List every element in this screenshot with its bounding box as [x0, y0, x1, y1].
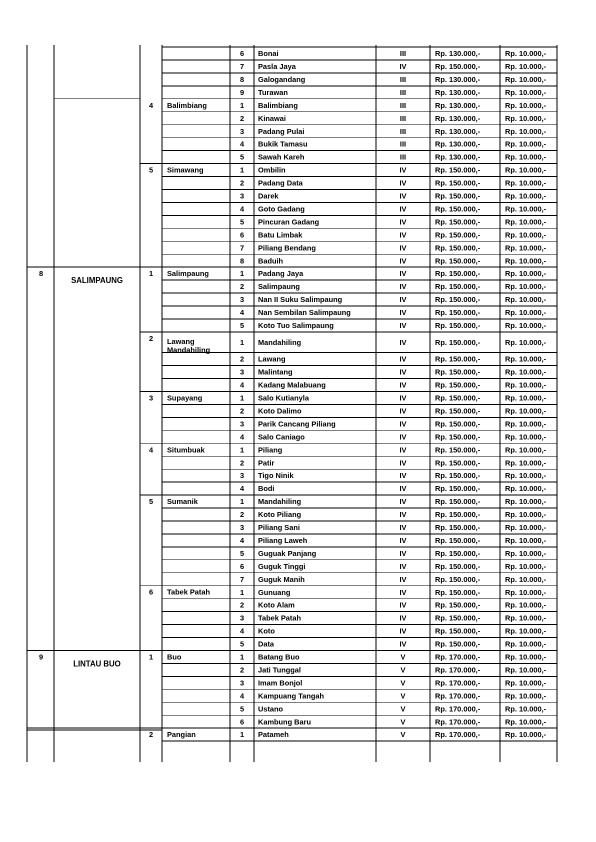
- jorong-name: Lawang: [258, 354, 286, 364]
- class-cell: III: [399, 100, 407, 110]
- class-cell: IV: [399, 587, 407, 597]
- jorong-name: Piliang: [258, 445, 283, 455]
- jorong-name: Padang Data: [258, 178, 303, 188]
- fee-cell: Rp. 10.000,-: [505, 600, 547, 610]
- price-cell: Rp. 150.000,-: [435, 367, 481, 377]
- jorong-number: 3: [239, 613, 245, 623]
- jorong-number: 2: [239, 282, 245, 292]
- price-cell: Rp. 150.000,-: [435, 217, 481, 227]
- nagari-number: 4: [148, 100, 154, 110]
- jorong-number: 3: [239, 523, 245, 533]
- fee-cell: Rp. 10.000,-: [505, 678, 547, 688]
- price-cell: Rp. 150.000,-: [435, 497, 481, 507]
- jorong-number: 3: [239, 126, 245, 136]
- price-cell: Rp. 170.000,-: [435, 665, 481, 675]
- jorong-name: Nan II Suku Salimpaung: [258, 295, 343, 305]
- jorong-name: Guguk Manih: [258, 574, 305, 584]
- class-cell: IV: [399, 256, 407, 266]
- jorong-name: Kambung Baru: [258, 717, 311, 727]
- jorong-name: Batang Buo: [258, 652, 300, 662]
- kecamatan-number: 9: [38, 652, 44, 662]
- fee-cell: Rp. 10.000,-: [505, 587, 547, 597]
- class-cell: IV: [399, 548, 407, 558]
- jorong-name: Parik Cancang Piliang: [258, 419, 336, 429]
- price-cell: Rp. 150.000,-: [435, 165, 481, 175]
- price-cell: Rp. 170.000,-: [435, 652, 481, 662]
- price-cell: Rp. 150.000,-: [435, 510, 481, 520]
- class-cell: III: [399, 49, 407, 59]
- jorong-number: 8: [239, 256, 245, 266]
- jorong-name: Kadang Malabuang: [258, 380, 326, 390]
- jorong-name: Koto Tuo Salimpaung: [258, 321, 334, 331]
- price-cell: Rp. 130.000,-: [435, 87, 481, 97]
- price-cell: Rp. 150.000,-: [435, 432, 481, 442]
- price-cell: Rp. 150.000,-: [435, 639, 481, 649]
- class-cell: V: [400, 704, 406, 714]
- jorong-name: Balimbiang: [258, 100, 298, 110]
- price-cell: Rp. 130.000,-: [435, 74, 481, 84]
- fee-cell: Rp. 10.000,-: [505, 548, 547, 558]
- jorong-name: Koto Piliang: [258, 510, 302, 520]
- class-cell: IV: [399, 419, 407, 429]
- jorong-number: 3: [239, 295, 245, 305]
- jorong-number: 1: [239, 730, 245, 740]
- jorong-number: 1: [239, 165, 245, 175]
- fee-cell: Rp. 10.000,-: [505, 204, 547, 214]
- jorong-name: Baduih: [258, 256, 284, 266]
- price-cell: Rp. 150.000,-: [435, 419, 481, 429]
- fee-cell: Rp. 10.000,-: [505, 256, 547, 266]
- jorong-number: 2: [239, 665, 245, 675]
- price-cell: Rp. 150.000,-: [435, 458, 481, 468]
- jorong-number: 1: [239, 269, 245, 279]
- kecamatan-name: LINTAU BUO: [73, 659, 121, 669]
- class-cell: IV: [399, 445, 407, 455]
- nagari-name: Simawang: [167, 165, 204, 175]
- jorong-name: Bonai: [258, 49, 279, 59]
- nagari-name: Balimbiang: [167, 100, 207, 110]
- fee-cell: Rp. 10.000,-: [505, 230, 547, 240]
- fee-cell: Rp. 10.000,-: [505, 484, 547, 494]
- jorong-number: 4: [239, 626, 245, 636]
- price-cell: Rp. 130.000,-: [435, 113, 481, 123]
- fee-cell: Rp. 10.000,-: [505, 717, 547, 727]
- jorong-name: Salo Caniago: [258, 432, 305, 442]
- jorong-number: 2: [239, 600, 245, 610]
- jorong-name: Darek: [258, 191, 279, 201]
- nagari-number: 5: [148, 497, 154, 507]
- class-cell: IV: [399, 471, 407, 481]
- fee-cell: Rp. 10.000,-: [505, 126, 547, 136]
- fee-cell: Rp. 10.000,-: [505, 458, 547, 468]
- jorong-number: 2: [239, 510, 245, 520]
- class-cell: IV: [399, 613, 407, 623]
- nagari-name: Pangian: [167, 730, 196, 740]
- fee-cell: Rp. 10.000,-: [505, 62, 547, 72]
- nagari-number: 2: [148, 730, 154, 740]
- class-cell: IV: [399, 639, 407, 649]
- class-cell: III: [399, 74, 407, 84]
- class-cell: IV: [399, 178, 407, 188]
- nagari-name: Sumanik: [167, 497, 198, 507]
- fee-cell: Rp. 10.000,-: [505, 269, 547, 279]
- nagari-name: Buo: [167, 652, 182, 662]
- nagari-number: 2: [148, 333, 154, 343]
- jorong-number: 3: [239, 191, 245, 201]
- jorong-name: Patir: [258, 458, 275, 468]
- jorong-number: 5: [239, 704, 245, 714]
- jorong-name: Imam Bonjol: [258, 678, 303, 688]
- price-cell: Rp. 150.000,-: [435, 445, 481, 455]
- price-cell: Rp. 150.000,-: [435, 523, 481, 533]
- fee-cell: Rp. 10.000,-: [505, 639, 547, 649]
- jorong-name: Goto Gadang: [258, 204, 305, 214]
- jorong-number: 4: [239, 308, 245, 318]
- price-cell: Rp. 170.000,-: [435, 730, 481, 740]
- jorong-name: Jati Tunggal: [258, 665, 301, 675]
- fee-cell: Rp. 10.000,-: [505, 337, 547, 347]
- price-cell: Rp. 150.000,-: [435, 574, 481, 584]
- price-cell: Rp. 150.000,-: [435, 308, 481, 318]
- fee-cell: Rp. 10.000,-: [505, 74, 547, 84]
- price-cell: Rp. 150.000,-: [435, 406, 481, 416]
- jorong-name: Koto Alam: [258, 600, 295, 610]
- fee-cell: Rp. 10.000,-: [505, 295, 547, 305]
- class-cell: IV: [399, 626, 407, 636]
- jorong-number: 1: [239, 100, 245, 110]
- jorong-number: 1: [239, 652, 245, 662]
- jorong-number: 4: [239, 484, 245, 494]
- price-cell: Rp. 150.000,-: [435, 62, 481, 72]
- jorong-name: Mandahiling: [258, 337, 302, 347]
- price-cell: Rp. 150.000,-: [435, 337, 481, 347]
- jorong-number: 2: [239, 113, 245, 123]
- price-cell: Rp. 130.000,-: [435, 139, 481, 149]
- fee-cell: Rp. 10.000,-: [505, 152, 547, 162]
- price-cell: Rp. 150.000,-: [435, 243, 481, 253]
- class-cell: IV: [399, 380, 407, 390]
- jorong-number: 3: [239, 367, 245, 377]
- nagari-name: Tabek Patah: [167, 587, 210, 597]
- fee-cell: Rp. 10.000,-: [505, 217, 547, 227]
- class-cell: III: [399, 152, 407, 162]
- price-cell: Rp. 150.000,-: [435, 178, 481, 188]
- class-cell: IV: [399, 165, 407, 175]
- class-cell: III: [399, 87, 407, 97]
- fee-cell: Rp. 10.000,-: [505, 510, 547, 520]
- fee-cell: Rp. 10.000,-: [505, 665, 547, 675]
- jorong-name: Data: [258, 639, 275, 649]
- class-cell: IV: [399, 191, 407, 201]
- fee-cell: Rp. 10.000,-: [505, 87, 547, 97]
- price-cell: Rp. 170.000,-: [435, 691, 481, 701]
- fee-cell: Rp. 10.000,-: [505, 49, 547, 59]
- fee-cell: Rp. 10.000,-: [505, 561, 547, 571]
- jorong-number: 1: [239, 337, 245, 347]
- jorong-name: Bukik Tamasu: [258, 139, 308, 149]
- price-cell: Rp. 170.000,-: [435, 704, 481, 714]
- jorong-name: Salo Kutianyla: [258, 393, 309, 403]
- class-cell: IV: [399, 337, 407, 347]
- jorong-number: 6: [239, 717, 245, 727]
- class-cell: III: [399, 126, 407, 136]
- jorong-number: 4: [239, 380, 245, 390]
- jorong-name: Koto: [258, 626, 275, 636]
- nagari-number: 1: [148, 652, 154, 662]
- price-cell: Rp. 150.000,-: [435, 587, 481, 597]
- fee-cell: Rp. 10.000,-: [505, 691, 547, 701]
- price-cell: Rp. 130.000,-: [435, 100, 481, 110]
- jorong-number: 7: [239, 62, 245, 72]
- class-cell: IV: [399, 269, 407, 279]
- jorong-number: 8: [239, 74, 245, 84]
- jorong-number: 2: [239, 178, 245, 188]
- class-cell: IV: [399, 458, 407, 468]
- class-cell: IV: [399, 243, 407, 253]
- class-cell: IV: [399, 406, 407, 416]
- jorong-number: 7: [239, 574, 245, 584]
- jorong-name: Sawah Kareh: [258, 152, 305, 162]
- fee-cell: Rp. 10.000,-: [505, 165, 547, 175]
- price-cell: Rp. 150.000,-: [435, 269, 481, 279]
- price-cell: Rp. 150.000,-: [435, 613, 481, 623]
- jorong-number: 5: [239, 321, 245, 331]
- fee-cell: Rp. 10.000,-: [505, 432, 547, 442]
- jorong-number: 7: [239, 243, 245, 253]
- class-cell: IV: [399, 354, 407, 364]
- class-cell: IV: [399, 295, 407, 305]
- nagari-name: Supayang: [167, 393, 203, 403]
- price-cell: Rp. 150.000,-: [435, 191, 481, 201]
- jorong-number: 4: [239, 432, 245, 442]
- class-cell: IV: [399, 510, 407, 520]
- price-cell: Rp. 150.000,-: [435, 321, 481, 331]
- kecamatan-number: 8: [38, 269, 44, 279]
- fee-cell: Rp. 10.000,-: [505, 652, 547, 662]
- price-cell: Rp. 130.000,-: [435, 152, 481, 162]
- jorong-name: Padang Pulai: [258, 126, 305, 136]
- fee-cell: Rp. 10.000,-: [505, 535, 547, 545]
- fee-cell: Rp. 10.000,-: [505, 730, 547, 740]
- class-cell: IV: [399, 523, 407, 533]
- fee-cell: Rp. 10.000,-: [505, 613, 547, 623]
- nagari-number: 5: [148, 165, 154, 175]
- price-cell: Rp. 130.000,-: [435, 49, 481, 59]
- price-cell: Rp. 150.000,-: [435, 561, 481, 571]
- jorong-name: Galogandang: [258, 74, 306, 84]
- fee-cell: Rp. 10.000,-: [505, 497, 547, 507]
- jorong-name: Piliang Bendang: [258, 243, 316, 253]
- price-cell: Rp. 130.000,-: [435, 126, 481, 136]
- nagari-number: 6: [148, 587, 154, 597]
- price-cell: Rp. 150.000,-: [435, 535, 481, 545]
- jorong-name: Kinawai: [258, 113, 286, 123]
- nagari-name: Lawang Mandahiling: [167, 336, 211, 355]
- price-cell: Rp. 150.000,-: [435, 204, 481, 214]
- fee-cell: Rp. 10.000,-: [505, 282, 547, 292]
- price-cell: Rp. 150.000,-: [435, 471, 481, 481]
- jorong-name: Piliang Laweh: [258, 535, 308, 545]
- class-cell: IV: [399, 62, 407, 72]
- nagari-number: 4: [148, 445, 154, 455]
- price-cell: Rp. 150.000,-: [435, 393, 481, 403]
- price-cell: Rp. 150.000,-: [435, 380, 481, 390]
- class-cell: V: [400, 730, 406, 740]
- class-cell: IV: [399, 574, 407, 584]
- jorong-name: Ustano: [258, 704, 284, 714]
- fee-cell: Rp. 10.000,-: [505, 380, 547, 390]
- class-cell: V: [400, 665, 406, 675]
- jorong-name: Nan Sembilan Salimpaung: [258, 308, 351, 318]
- jorong-number: 1: [239, 497, 245, 507]
- jorong-number: 5: [239, 548, 245, 558]
- price-cell: Rp. 150.000,-: [435, 282, 481, 292]
- fee-cell: Rp. 10.000,-: [505, 113, 547, 123]
- class-cell: IV: [399, 321, 407, 331]
- price-cell: Rp. 170.000,-: [435, 678, 481, 688]
- jorong-name: Pincuran Gadang: [258, 217, 320, 227]
- jorong-number: 3: [239, 471, 245, 481]
- nagari-number: 3: [148, 393, 154, 403]
- jorong-number: 5: [239, 639, 245, 649]
- class-cell: III: [399, 139, 407, 149]
- jorong-number: 4: [239, 535, 245, 545]
- kecamatan-name: SALIMPAUNG: [71, 276, 123, 286]
- fee-cell: Rp. 10.000,-: [505, 393, 547, 403]
- fee-cell: Rp. 10.000,-: [505, 574, 547, 584]
- jorong-name: Patameh: [258, 730, 289, 740]
- class-cell: IV: [399, 484, 407, 494]
- jorong-number: 6: [239, 49, 245, 59]
- fee-cell: Rp. 10.000,-: [505, 178, 547, 188]
- jorong-number: 6: [239, 561, 245, 571]
- jorong-name: Salimpaung: [258, 282, 300, 292]
- jorong-number: 4: [239, 139, 245, 149]
- nagari-name: Situmbuak: [167, 445, 205, 455]
- class-cell: IV: [399, 308, 407, 318]
- jorong-number: 5: [239, 152, 245, 162]
- fee-cell: Rp. 10.000,-: [505, 191, 547, 201]
- jorong-name: Mandahiling: [258, 497, 302, 507]
- jorong-name: Kampuang Tangah: [258, 691, 324, 701]
- jorong-number: 1: [239, 393, 245, 403]
- price-cell: Rp. 150.000,-: [435, 626, 481, 636]
- fee-cell: Rp. 10.000,-: [505, 367, 547, 377]
- jorong-number: 1: [239, 445, 245, 455]
- class-cell: IV: [399, 497, 407, 507]
- jorong-name: Tigo Ninik: [258, 471, 294, 481]
- class-cell: V: [400, 691, 406, 701]
- jorong-name: Gunuang: [258, 587, 291, 597]
- class-cell: IV: [399, 561, 407, 571]
- fee-cell: Rp. 10.000,-: [505, 321, 547, 331]
- jorong-number: 6: [239, 230, 245, 240]
- fee-cell: Rp. 10.000,-: [505, 419, 547, 429]
- jorong-number: 2: [239, 406, 245, 416]
- price-cell: Rp. 150.000,-: [435, 548, 481, 558]
- class-cell: IV: [399, 393, 407, 403]
- jorong-name: Guguak Panjang: [258, 548, 317, 558]
- class-cell: IV: [399, 535, 407, 545]
- fee-cell: Rp. 10.000,-: [505, 626, 547, 636]
- jorong-number: 5: [239, 217, 245, 227]
- jorong-number: 3: [239, 678, 245, 688]
- nagari-name: Salimpaung: [167, 269, 209, 279]
- jorong-name: Malintang: [258, 367, 293, 377]
- fee-cell: Rp. 10.000,-: [505, 406, 547, 416]
- fee-cell: Rp. 10.000,-: [505, 704, 547, 714]
- fee-cell: Rp. 10.000,-: [505, 445, 547, 455]
- price-cell: Rp. 150.000,-: [435, 484, 481, 494]
- fee-cell: Rp. 10.000,-: [505, 100, 547, 110]
- jorong-name: Turawan: [258, 87, 288, 97]
- class-cell: V: [400, 717, 406, 727]
- jorong-name: Ombilin: [258, 165, 286, 175]
- jorong-name: Batu Limbak: [258, 230, 303, 240]
- jorong-number: 4: [239, 691, 245, 701]
- jorong-name: Koto Dalimo: [258, 406, 302, 416]
- price-cell: Rp. 150.000,-: [435, 600, 481, 610]
- class-cell: IV: [399, 230, 407, 240]
- fee-cell: Rp. 10.000,-: [505, 139, 547, 149]
- class-cell: IV: [399, 367, 407, 377]
- jorong-number: 2: [239, 458, 245, 468]
- jorong-name: Bodi: [258, 484, 275, 494]
- class-cell: III: [399, 113, 407, 123]
- fee-cell: Rp. 10.000,-: [505, 471, 547, 481]
- class-cell: IV: [399, 282, 407, 292]
- jorong-name: Piliang Sani: [258, 523, 300, 533]
- jorong-name: Guguk Tinggi: [258, 561, 306, 571]
- jorong-name: Padang Jaya: [258, 269, 304, 279]
- jorong-number: 1: [239, 587, 245, 597]
- jorong-name: Pasla Jaya: [258, 62, 296, 72]
- nagari-number: 1: [148, 269, 154, 279]
- price-cell: Rp. 150.000,-: [435, 256, 481, 266]
- jorong-number: 4: [239, 204, 245, 214]
- class-cell: V: [400, 678, 406, 688]
- class-cell: IV: [399, 432, 407, 442]
- class-cell: IV: [399, 600, 407, 610]
- price-cell: Rp. 150.000,-: [435, 295, 481, 305]
- jorong-name: Tabek Patah: [258, 613, 301, 623]
- price-cell: Rp. 150.000,-: [435, 230, 481, 240]
- fee-cell: Rp. 10.000,-: [505, 523, 547, 533]
- class-cell: V: [400, 652, 406, 662]
- fee-cell: Rp. 10.000,-: [505, 243, 547, 253]
- jorong-number: 2: [239, 354, 245, 364]
- fee-cell: Rp. 10.000,-: [505, 308, 547, 318]
- price-cell: Rp. 150.000,-: [435, 354, 481, 364]
- class-cell: IV: [399, 217, 407, 227]
- price-cell: Rp. 170.000,-: [435, 717, 481, 727]
- jorong-number: 3: [239, 419, 245, 429]
- fee-cell: Rp. 10.000,-: [505, 354, 547, 364]
- class-cell: IV: [399, 204, 407, 214]
- jorong-number: 9: [239, 87, 245, 97]
